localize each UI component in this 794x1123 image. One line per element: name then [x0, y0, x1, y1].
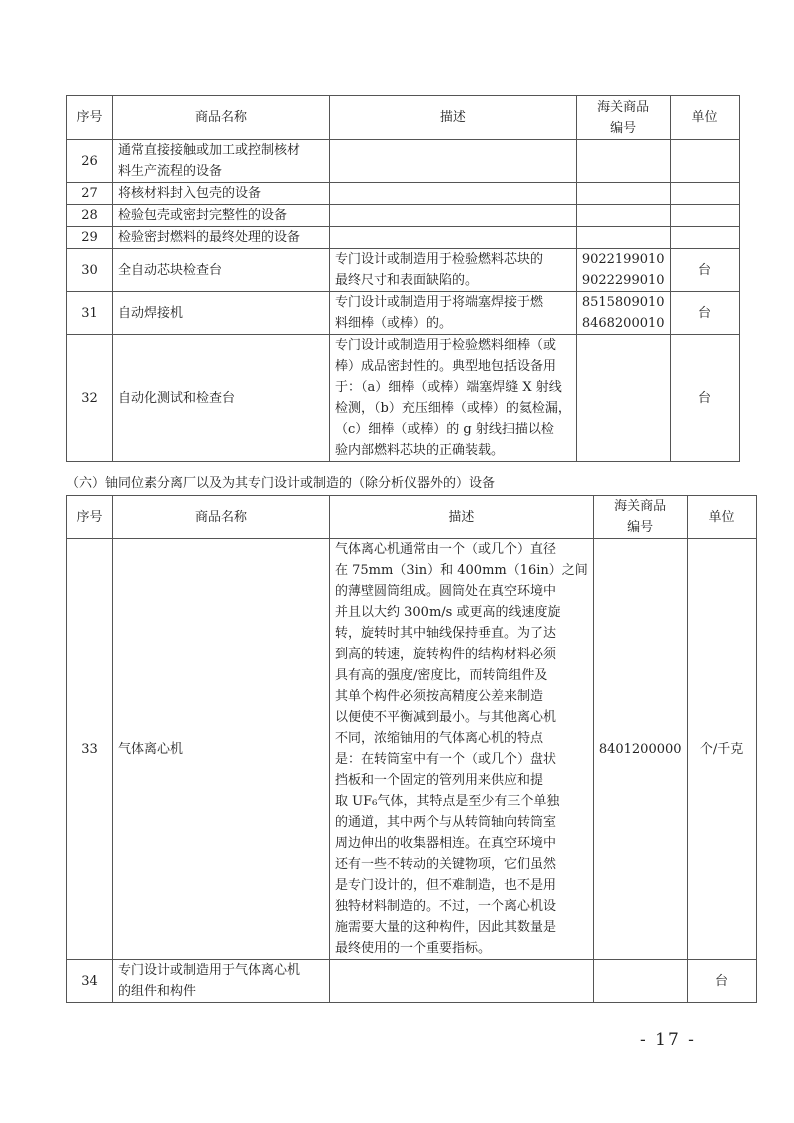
row-unit: 台 — [670, 249, 739, 292]
row-unit — [670, 205, 739, 227]
row-unit — [670, 140, 739, 183]
row-unit — [670, 227, 739, 249]
equipment-table-1 — [66, 95, 740, 462]
table-row — [67, 292, 740, 335]
row-no: 27 — [67, 183, 113, 205]
table-header-row — [67, 96, 740, 140]
row-desc: 专门设计或制造用于检验燃料芯块的 最终尺寸和表面缺陷的。 — [330, 249, 577, 292]
row-code — [576, 183, 670, 205]
equipment-table-2 — [66, 495, 757, 1003]
row-desc — [330, 140, 577, 183]
header-desc: 描述 — [330, 96, 577, 140]
row-desc: 气体离心机通常由一个（或几个）直径 在 75mm（3in）和 400mm（16in）之间 的薄壁圆筒组成。圆筒处在真空环境中 并且以大约 300m/s 或更高的线速度旋 转，旋转时其中轴线保持垂直。为了达 到高的转速，旋转构件的结构材料必须 具有高的强度/密度比，而转筒组件及 其单个构件必须按高精度公差来制造 以便使不平衡减到最小。与其他离心机 不同，浓缩铀用的气体离心机的特点 是：在转筒室中有一个（或几个）盘状 挡板和一个固定的管列用来供应和提 取 UF₆气体，其特点是至少有三个单独 的通道，其中两个与从转筒轴向转筒室 周边伸出的收集器相连。在真空环境中 还有一些不转动的关键物项，它们虽然 是专门设计的，但不难制造，也不是用 独特材料制造的。不过，一个离心机设 施需要大量的这种构件，因此其数量是 最终使用的一个重要指标。 — [330, 539, 594, 960]
table-row — [67, 335, 740, 462]
row-name: 检验包壳或密封完整性的设备 — [113, 205, 330, 227]
row-no: 28 — [67, 205, 113, 227]
row-unit: 台 — [670, 292, 739, 335]
header-code: 海关商品 编号 — [593, 496, 687, 539]
row-no: 29 — [67, 227, 113, 249]
table-row — [67, 227, 740, 249]
row-code: 9022199010 9022299010 — [576, 249, 670, 292]
header-code: 海关商品 编号 — [576, 96, 670, 140]
row-desc — [330, 205, 577, 227]
row-no: 33 — [67, 539, 113, 960]
row-desc — [330, 227, 577, 249]
row-name: 检验密封燃料的最终处理的设备 — [113, 227, 330, 249]
row-desc: 专门设计或制造用于将端塞焊接于燃 料细棒（或棒）的。 — [330, 292, 577, 335]
table-row — [67, 205, 740, 227]
table-row — [67, 960, 757, 1003]
row-desc — [330, 183, 577, 205]
row-unit: 个/千克 — [687, 539, 756, 960]
row-name: 自动焊接机 — [113, 292, 330, 335]
header-name: 商品名称 — [113, 496, 330, 539]
row-unit: 台 — [687, 960, 756, 1003]
table-header-row — [67, 496, 757, 539]
row-name: 通常直接接触或加工或控制核材 料生产流程的设备 — [113, 140, 330, 183]
table-row — [67, 539, 757, 960]
row-no: 32 — [67, 335, 113, 462]
row-name: 专门设计或制造用于气体离心机 的组件和构件 — [113, 960, 330, 1003]
row-no: 34 — [67, 960, 113, 1003]
header-name: 商品名称 — [113, 96, 330, 140]
row-code — [576, 335, 670, 462]
row-unit: 台 — [670, 335, 739, 462]
header-unit: 单位 — [687, 496, 756, 539]
row-code — [576, 140, 670, 183]
row-desc — [330, 960, 594, 1003]
table-row — [67, 249, 740, 292]
table-row — [67, 183, 740, 205]
row-code: 8401200000 — [593, 539, 687, 960]
row-name: 自动化测试和检查台 — [113, 335, 330, 462]
row-name: 将核材料封入包壳的设备 — [113, 183, 330, 205]
row-desc: 专门设计或制造用于检验燃料细棒（或 棒）成品密封性的。典型地包括设备用 于：（a）细棒（或棒）端塞焊缝 X 射线 检测，（b）充压细棒（或棒）的氦检漏， （c）细棒（或棒）的 g 射线扫描以检 验内部燃料芯块的正确装载。 — [330, 335, 577, 462]
header-desc: 描述 — [330, 496, 594, 539]
row-code: 8515809010 8468200010 — [576, 292, 670, 335]
row-no: 26 — [67, 140, 113, 183]
table-row — [67, 140, 740, 183]
header-unit: 单位 — [670, 96, 739, 140]
row-no: 31 — [67, 292, 113, 335]
row-code — [576, 227, 670, 249]
row-name: 气体离心机 — [113, 539, 330, 960]
header-no: 序号 — [67, 496, 113, 539]
header-no: 序号 — [67, 96, 113, 140]
section-caption: （六）铀同位素分离厂以及为其专门设计或制造的（除分析仪器外的）设备 — [66, 476, 496, 491]
page-number: - 17 - — [640, 1030, 696, 1050]
row-unit — [670, 183, 739, 205]
row-code — [593, 960, 687, 1003]
row-no: 30 — [67, 249, 113, 292]
row-code — [576, 205, 670, 227]
row-name: 全自动芯块检查台 — [113, 249, 330, 292]
